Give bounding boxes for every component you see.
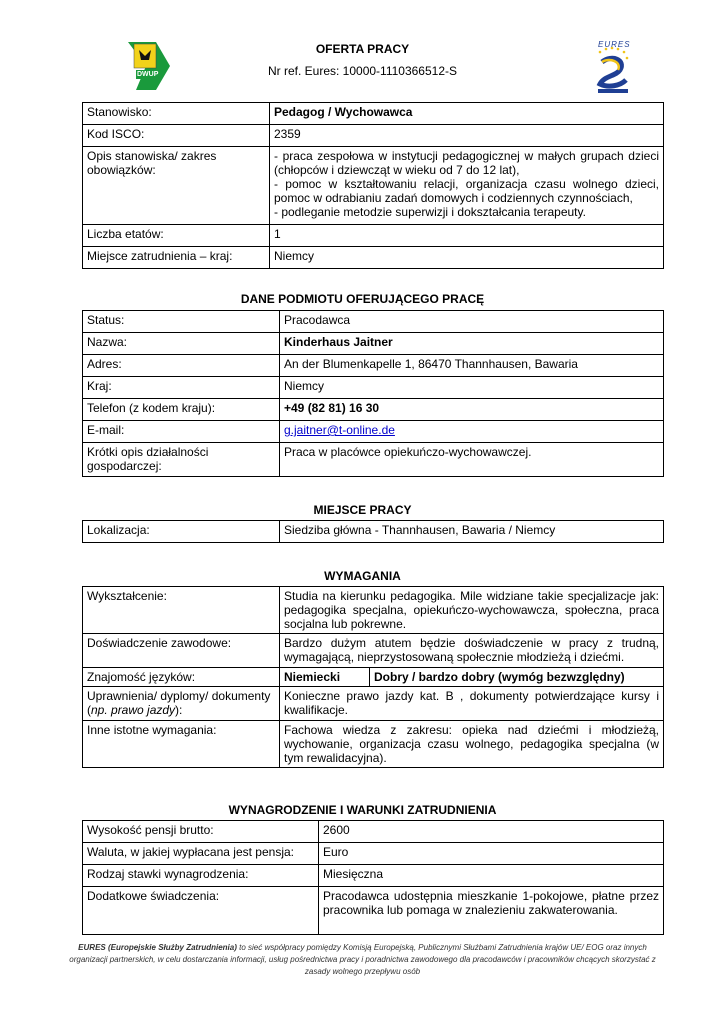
section-heading-place: MIEJSCE PRACY [313, 503, 412, 517]
table-row [83, 377, 664, 399]
position-value: Pedagog / Wychowawca [270, 103, 664, 125]
employer-name: Kinderhaus Jaitner [280, 333, 664, 355]
description-line: - podleganie metodzie superwizji i dokształcania terapeuty. [274, 205, 586, 219]
table-row [83, 399, 664, 421]
table-row [83, 443, 664, 477]
table-row [83, 333, 664, 355]
licenses-label-example: np. prawo jazdy [91, 703, 176, 717]
label-cell: Znajomość języków: [83, 668, 280, 687]
label-cell: Rodzaj stawki wynagrodzenia: [83, 865, 319, 887]
place-table [82, 520, 664, 543]
table-row [83, 225, 664, 247]
salary-value: 2600 [319, 821, 664, 843]
isco-value: 2359 [270, 125, 664, 147]
benefits-value: Pracodawca udostępnia mieszkanie 1-pokojowe, płatne przez pracownika lub pomaga w znalezieniu zakwaterowania. [319, 887, 664, 935]
email-link[interactable]: g.jaitner@t-online.de [284, 423, 395, 437]
country-value: Niemcy [270, 247, 664, 269]
label-cell: Stanowisko: [83, 103, 270, 125]
table-row [83, 311, 664, 333]
footer-eures-name: EURES (Europejskie Służby Zatrudnienia) [78, 943, 237, 952]
table-row [83, 821, 664, 843]
table-row [83, 634, 664, 668]
table-row [83, 147, 664, 225]
label-cell: Wysokość pensji brutto: [83, 821, 319, 843]
label-cell: Lokalizacja: [83, 521, 280, 543]
label-cell: Adres: [83, 355, 280, 377]
label-cell: E-mail: [83, 421, 280, 443]
label-cell [83, 687, 280, 721]
description-line: - praca zespołowa w instytucji pedagogicznej w małych grupach dzieci (chłopców i dziewcząt w wieku od 7 do 12 lat), [274, 149, 659, 177]
label-cell: Nazwa: [83, 333, 280, 355]
label-cell: Wykształcenie: [83, 587, 280, 634]
licenses-label-end: ): [175, 703, 183, 717]
section-heading-employer: DANE PODMIOTU OFERUJĄCEGO PRACĘ [240, 292, 485, 306]
table-row [83, 355, 664, 377]
location-value: Siedziba główna - Thannhausen, Bawaria / Niemcy [280, 521, 664, 543]
label-cell: Telefon (z kodem kraju): [83, 399, 280, 421]
table-row [83, 668, 664, 687]
table-row [83, 521, 664, 543]
job-description [270, 147, 664, 225]
business-description: Praca w placówce opiekuńczo-wychowawczej. [280, 443, 664, 477]
education-value: Studia na kierunku pedagogika. Mile widziane takie specjalizacje jak: pedagogika specjalna, opiekuńczo-wychowawcza, społeczna, praca socjalna lub pokrewne. [280, 587, 664, 634]
table-row [83, 587, 664, 634]
table-row [83, 687, 664, 721]
label-cell: Waluta, w jakiej wypłacana jest pensja: [83, 843, 319, 865]
status-value: Pracodawca [280, 311, 664, 333]
licenses-label: Uprawnienia/ dyplomy/ dokumenty ( [87, 689, 271, 717]
employer-table [82, 310, 664, 477]
currency-value: Euro [319, 843, 664, 865]
job-table [82, 102, 664, 269]
table-row [83, 103, 664, 125]
address-value: An der Blumenkapelle 1, 86470 Thannhausen, Bawaria [280, 355, 664, 377]
email-cell [280, 421, 664, 443]
table-row [83, 247, 664, 269]
section-heading-requirements: WYMAGANIA [324, 569, 401, 583]
language-name: Niemiecki [280, 668, 370, 687]
label-cell: Status: [83, 311, 280, 333]
table-row [83, 887, 664, 935]
reference-number: Nr ref. Eures: 10000-1110366512-S [267, 64, 457, 78]
label-cell: Dodatkowe świadczenia: [83, 887, 319, 935]
label-cell: Inne istotne wymagania: [83, 721, 280, 768]
eures-logo-text: EURES [598, 40, 631, 49]
salary-table [82, 820, 664, 935]
table-row [83, 125, 664, 147]
experience-value: Bardzo dużym atutem będzie doświadczenie w pracy z trudną, wymagającą, nieprzystosowaną społecznie młodzieżą i dziećmi. [280, 634, 664, 668]
requirements-table [82, 586, 664, 768]
footer-note [60, 942, 665, 978]
label-cell: Doświadczenie zawodowe: [83, 634, 280, 668]
other-requirements-value: Fachowa wiedza z zakresu: opieka nad dziećmi i młodzieżą, wychowanie, organizacja czasu wolnego, pedagogika specjalna (w tym rewalidacyjna). [280, 721, 664, 768]
phone-value: +49 (82 81) 16 30 [280, 399, 664, 421]
label-cell: Opis stanowiska/ zakres obowiązków: [83, 147, 270, 225]
label-cell: Liczba etatów: [83, 225, 270, 247]
label-cell: Miejsce zatrudnienia – kraj: [83, 247, 270, 269]
footer-text: to sieć współpracy pomiędzy Komisją Europejską, Publicznymi Służbami Zatrudnienia krajów UE/ EOG oraz innych organizacji partnerskich, w celu dostarczania informacji, usług pośrednictwa pracy i poradnictwa zawodowego dla pracodawców i pracowników chcących skorzystać z zasady wolnego przepływu osób [69, 943, 656, 976]
table-row [83, 721, 664, 768]
table-row [83, 421, 664, 443]
label-cell: Kod ISCO: [83, 125, 270, 147]
language-level: Dobry / bardzo dobry (wymóg bezwzględny) [370, 668, 664, 687]
description-line: - pomoc w kształtowaniu relacji, organizacja czasu wolnego dzieci, pomoc w odrabianiu zadań domowych i codziennych czynnościach, [274, 177, 659, 205]
positions-count: 1 [270, 225, 664, 247]
label-cell: Kraj: [83, 377, 280, 399]
country-value: Niemcy [280, 377, 664, 399]
table-row [83, 843, 664, 865]
rate-type-value: Miesięczna [319, 865, 664, 887]
licenses-value: Konieczne prawo jazdy kat. B , dokumenty potwierdzające kursy i kwalifikacje. [280, 687, 664, 721]
dwup-logo-text: DWUP [137, 71, 159, 78]
label-cell: Krótki opis działalności gospodarczej: [83, 443, 280, 477]
table-row [83, 865, 664, 887]
page-title: OFERTA PRACY [315, 42, 410, 56]
section-heading-salary: WYNAGRODZENIE I WARUNKI ZATRUDNIENIA [228, 803, 497, 817]
